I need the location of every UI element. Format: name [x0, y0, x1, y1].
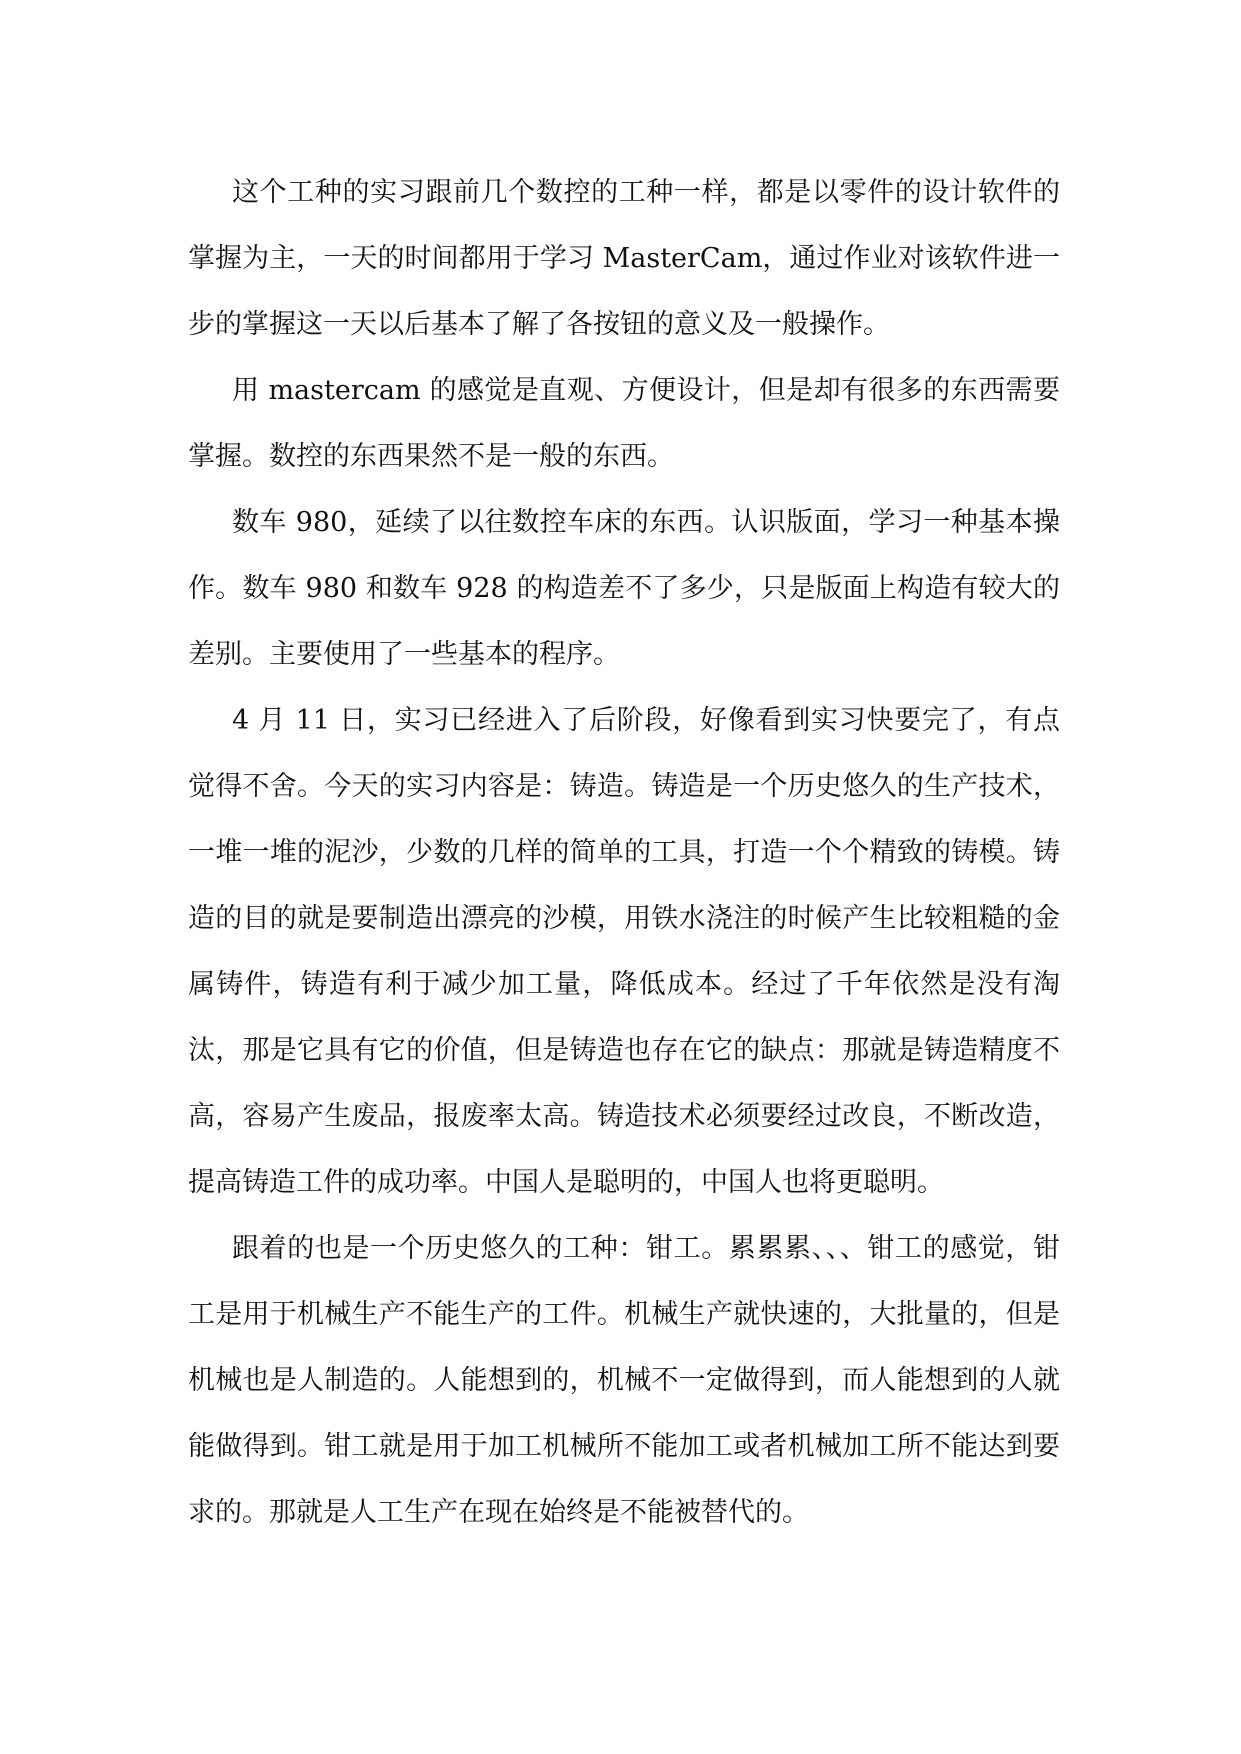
- paragraph-casting: 4 月 11 日，实习已经进入了后阶段，好像看到实习快要完了，有点觉得不舍。今天的实习内容是：铸造。铸造是一个历史悠久的生产技术，一堆一堆的泥沙，少数的几样的简单的工具，打造一个个精致的铸模。铸造的目的就是要制造出漂亮的沙模，用铁水浇注的时候产生比较粗糙的金属铸件，铸造有利于减少加工量，降低成本。经过了千年依然是没有淘汰，那是它具有它的价值，但是铸造也存在它的缺点：那就是铸造精度不高，容易产生废品，报废率太高。铸造技术必须要经过改良，不断改造，提高铸造工件的成功率。中国人是聪明的，中国人也将更聪明。: [188, 705, 1060, 1198]
- document-body: [188, 160, 1060, 1546]
- paragraph-mastercam-feeling: 用 mastercam 的感觉是直观、方便设计，但是却有很多的东西需要掌握。数控的东西果然不是一般的东西。: [188, 375, 1060, 472]
- paragraph-mastercam-intro: 这个工种的实习跟前几个数控的工种一样，都是以零件的设计软件的掌握为主，一天的时间都用于学习 MasterCam，通过作业对该软件进一步的掌握这一天以后基本了解了各按钮的意义及一般操作。: [188, 177, 1060, 340]
- paragraph-lathe-980: 数车 980，延续了以往数控车床的东西。认识版面，学习一种基本操作。数车 980 和数车 928 的构造差不了多少，只是版面上构造有较大的差别。主要使用了一些基本的程序。: [188, 507, 1060, 670]
- paragraph-fitter: 跟着的也是一个历史悠久的工种：钳工。累累累、、、钳工的感觉，钳工是用于机械生产不能生产的工件。机械生产就快速的，大批量的，但是机械也是人制造的。人能想到的，机械不一定做得到，而人能想到的人就能做得到。钳工就是用于加工机械所不能加工或者机械加工所不能达到要求的。那就是人工生产在现在始终是不能被替代的。: [188, 1233, 1060, 1528]
